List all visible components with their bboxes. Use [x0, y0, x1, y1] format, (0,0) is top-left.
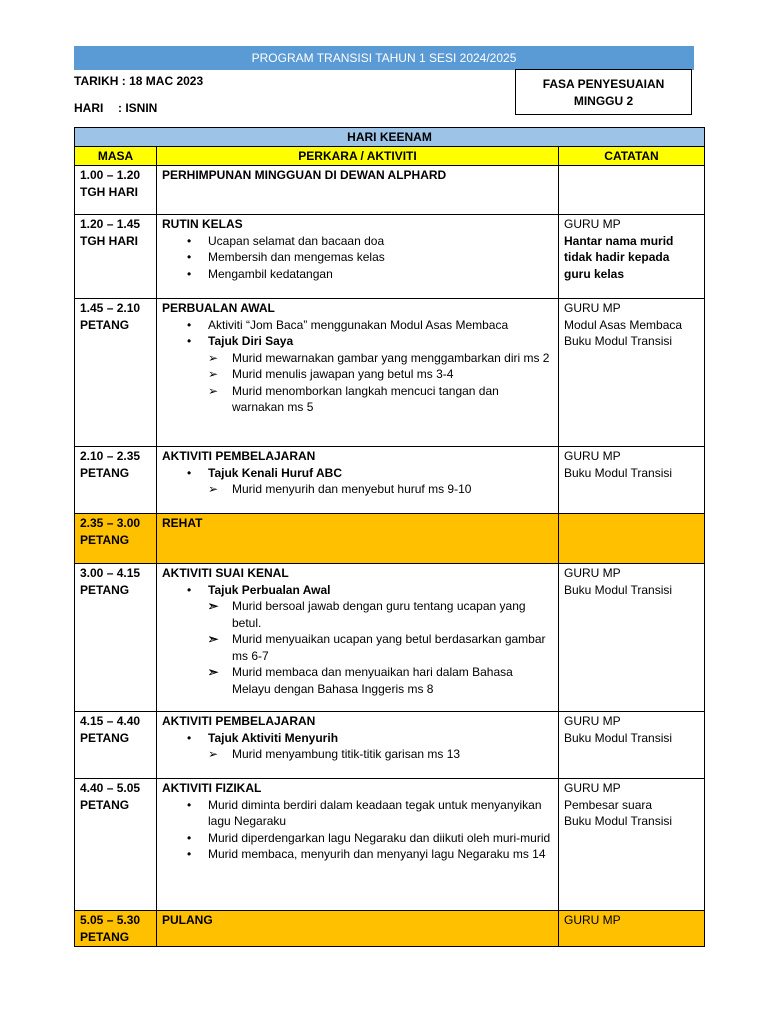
masa-time: 1.00 – 1.20 — [80, 168, 141, 182]
catatan-text: GURU MP — [564, 217, 621, 231]
masa-time: 1.45 – 2.10 — [80, 301, 141, 315]
masa-cell — [75, 299, 157, 447]
fasa-box — [515, 69, 692, 115]
catatan-text: Buku Modul Transisi — [564, 814, 673, 828]
list-item — [208, 582, 553, 698]
catatan-cell — [559, 911, 705, 947]
table-row — [75, 166, 705, 215]
masa-time: 2.35 – 3.00 — [80, 516, 141, 530]
column-header-perkara: PERKARA / AKTIVITI — [157, 147, 559, 166]
catatan-text: GURU MP — [564, 566, 621, 580]
list-item: • Aktiviti “Jom Baca” menggunakan Modul Asas Membaca — [208, 317, 553, 334]
masa-period: PETANG — [80, 730, 130, 745]
table-row — [75, 564, 705, 712]
table-row — [75, 215, 705, 299]
catatan-cell — [559, 299, 705, 447]
sub-list-item: ➢ Murid mewarnakan gambar yang menggambarkan diri ms 2 — [232, 350, 553, 367]
table-row — [75, 299, 705, 447]
masa-cell — [75, 447, 157, 514]
perkara-cell — [157, 712, 559, 779]
perkara-cell — [157, 166, 559, 215]
topic-label: Tajuk Kenali Huruf ABC — [208, 465, 343, 480]
tarikh-text: TARIKH : 18 MAC 2023 — [74, 74, 204, 88]
catatan-text: Buku Modul Transisi — [564, 730, 673, 745]
masa-cell — [75, 564, 157, 712]
perkara-cell — [157, 564, 559, 712]
list-item: • Membersih dan mengemas kelas — [208, 249, 553, 266]
masa-cell — [75, 779, 157, 911]
sub-list-item: ➢ Murid menyuaikan ucapan yang betul berdasarkan gambar ms 6-7 — [232, 631, 553, 664]
topic-label: Tajuk Diri Saya — [208, 334, 294, 348]
column-header-masa: MASA — [75, 147, 157, 166]
list-item: • Ucapan selamat dan bacaan doa — [208, 233, 553, 250]
activity-title: AKTIVITI PEMBELAJARAN — [162, 714, 316, 728]
table-row — [75, 447, 705, 514]
catatan-text: GURU MP — [564, 781, 621, 795]
sub-list-item: ➢ Murid membaca dan menyuaikan hari dalam Bahasa Melayu dengan Bahasa Inggeris ms 8 — [232, 664, 553, 697]
activity-title: AKTIVITI FIZIKAL — [162, 781, 262, 795]
list-item — [208, 333, 553, 416]
catatan-text: Buku Modul Transisi — [564, 334, 673, 348]
catatan-cell — [559, 215, 705, 299]
masa-period: PETANG — [80, 582, 130, 597]
fasa-line-1: FASA PENYESUAIAN — [542, 77, 665, 91]
hari-label: HARI — [74, 101, 104, 115]
schedule-table — [74, 127, 705, 947]
masa-period: PETANG — [80, 929, 130, 944]
activity-title: PULANG — [162, 913, 213, 927]
catatan-cell — [559, 447, 705, 514]
catatan-text: Pembesar suara — [564, 797, 653, 812]
list-item: • Mengambil kedatangan — [208, 266, 553, 283]
masa-period: TGH HARI — [80, 184, 138, 199]
catatan-cell — [559, 779, 705, 911]
activity-title: AKTIVITI PEMBELAJARAN — [162, 449, 316, 463]
masa-time: 3.00 – 4.15 — [80, 566, 141, 580]
masa-cell — [75, 166, 157, 215]
masa-period: TGH HARI — [80, 233, 138, 248]
list-item: • Murid diminta berdiri dalam keadaan tegak untuk menyanyikan lagu Negaraku — [208, 797, 553, 830]
perkara-cell — [157, 447, 559, 514]
topic-label: Tajuk Perbualan Awal — [208, 582, 331, 597]
list-item — [208, 730, 553, 763]
perkara-cell — [157, 911, 559, 947]
list-item — [208, 465, 553, 498]
list-item: • Murid membaca, menyurih dan menyanyi lagu Negaraku ms 14 — [208, 846, 553, 863]
activity-title: PERHIMPUNAN MINGGUAN DI DEWAN ALPHARD — [162, 168, 447, 182]
table-row — [75, 712, 705, 779]
sub-list-item: ➢ Murid bersoal jawab dengan guru tentang ucapan yang betul. — [232, 598, 553, 631]
masa-time: 1.20 – 1.45 — [80, 217, 141, 231]
perkara-cell — [157, 779, 559, 911]
masa-period: PETANG — [80, 317, 130, 332]
catatan-note: Hantar nama murid tidak hadir kepada guru kelas — [564, 233, 674, 281]
masa-time: 5.05 – 5.30 — [80, 913, 141, 927]
table-row — [75, 911, 705, 947]
topic-label: Tajuk Aktiviti Menyurih — [208, 730, 339, 745]
list-item: • Murid diperdengarkan lagu Negaraku dan diikuti oleh muri-murid — [208, 830, 553, 847]
table-title: HARI KEENAM — [75, 128, 705, 147]
catatan-text: Buku Modul Transisi — [564, 582, 673, 597]
masa-time: 2.10 – 2.35 — [80, 449, 141, 463]
masa-cell — [75, 911, 157, 947]
activity-title: REHAT — [162, 516, 203, 530]
catatan-text: GURU MP — [564, 301, 621, 315]
catatan-cell — [559, 514, 705, 564]
masa-period: PETANG — [80, 465, 130, 480]
sub-list-item: ➢ Murid menyurih dan menyebut huruf ms 9-10 — [232, 481, 553, 498]
masa-cell — [75, 215, 157, 299]
catatan-text: Modul Asas Membaca — [564, 317, 683, 332]
fasa-line-2: MINGGU 2 — [573, 94, 634, 108]
sub-list-item: ➢ Murid menomborkan langkah mencuci tangan dan warnakan ms 5 — [232, 383, 553, 416]
masa-cell — [75, 712, 157, 779]
column-header-catatan: CATATAN — [559, 147, 705, 166]
perkara-cell — [157, 514, 559, 564]
catatan-cell — [559, 712, 705, 779]
activity-title: PERBUALAN AWAL — [162, 301, 275, 315]
catatan-text: GURU MP — [564, 449, 621, 463]
masa-time: 4.15 – 4.40 — [80, 714, 141, 728]
masa-time: 4.40 – 5.05 — [80, 781, 141, 795]
masa-period: PETANG — [80, 532, 130, 547]
table-row — [75, 779, 705, 911]
masa-cell — [75, 514, 157, 564]
catatan-text: Buku Modul Transisi — [564, 465, 673, 480]
activity-title: RUTIN KELAS — [162, 217, 243, 231]
sub-list-item: ➢ Murid menulis jawapan yang betul ms 3-4 — [232, 366, 553, 383]
hari-value: : ISNIN — [118, 101, 158, 115]
catatan-text: GURU MP — [564, 913, 621, 927]
catatan-text: GURU MP — [564, 714, 621, 728]
program-title-banner: PROGRAM TRANSISI TAHUN 1 SESI 2024/2025 — [74, 46, 694, 70]
catatan-cell — [559, 564, 705, 712]
hari-line — [74, 101, 157, 115]
catatan-cell — [559, 166, 705, 215]
table-row — [75, 514, 705, 564]
activity-title: AKTIVITI SUAI KENAL — [162, 566, 289, 580]
perkara-cell — [157, 215, 559, 299]
sub-list-item: ➢ Murid menyambung titik-titik garisan ms 13 — [232, 746, 553, 763]
perkara-cell — [157, 299, 559, 447]
masa-period: PETANG — [80, 797, 130, 812]
